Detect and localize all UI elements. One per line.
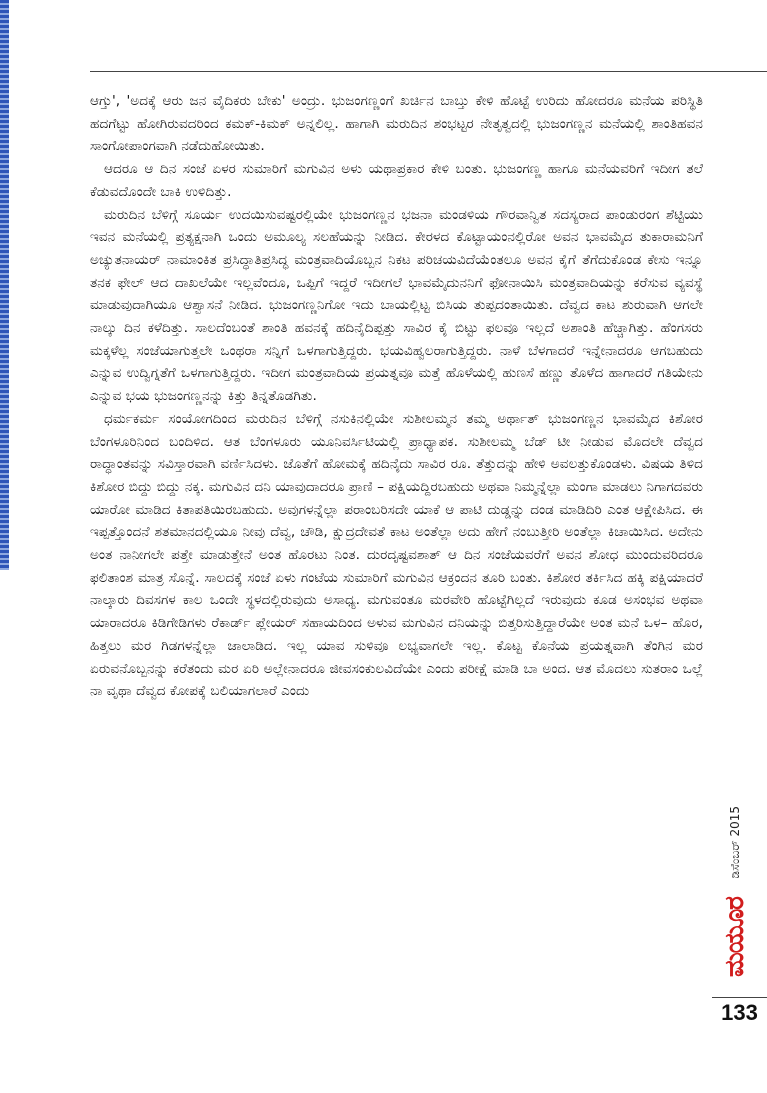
page-number-divider [712, 997, 767, 998]
top-divider [90, 71, 767, 72]
page-number: 133 [721, 1000, 758, 1025]
paragraph: ಧರ್ಮಕರ್ಮ ಸಂಯೋಗದಿಂದ ಮರುದಿನ ಬೆಳಿಗ್ಗೆ ನಸುಕಿನಲ್ಲಿಯೇ ಸುಶೀಲಮ್ಮನ ತಮ್ಮ ಅರ್ಥಾತ್ ಭುಜಂಗಣ್ಣನ ಭಾವಮೈದ ಕಿಶೋರ ಬೆಂಗಳೂರಿನಿಂದ ಬಂದಿಳಿದ. ಆತ ಬೆಂಗಳೂರು ಯೂನಿವರ್ಸಿಟಿಯಲ್ಲಿ ಪ್ರಾಧ್ಯಾಪಕ. ಸುಶೀಲಮ್ಮ ಬೆಡ್ ಟೀ ನೀಡುವ ಮೊದಲೇ ದೆವ್ವದ ರಾದ್ಧಾಂತವನ್ನು ಸವಿಸ್ತಾರವಾಗಿ ವರ್ಣಿಸಿದಳು. ಜೊತೆಗೆ ಹೋಮಕ್ಕೆ ಹದಿನೈದು ಸಾವಿರ ರೂ. ತೆತ್ತುದನ್ನು ಹೇಳಿ ಅವಲತ್ತುಕೊಂಡಳು. ವಿಷಯ ತಿಳಿದ ಕಿಶೋರ ಬಿದ್ದು ಬಿದ್ದು ನಕ್ಕ. ಮಗುವಿನ ದನಿ ಯಾವುದಾದರೂ ಪ್ರಾಣಿ – ಪಕ್ಷಿಯದ್ದಿರಬಹುದು ಅಥವಾ ನಿಮ್ಮನ್ನೆಲ್ಲಾ ಮಂಗಾ ಮಾಡಲು ನಿಗಾಗದವರು ಯಾರೋ ಮಾಡಿದ ಕಿತಾಪತಿಯಿರಬಹುದು. ಅವುಗಳನ್ನೆಲ್ಲಾ ಪರಾಂಬರಿಸದೇ ಯಾಕೆ ಆ ಪಾಟಿ ದುಡ್ಡನ್ನು ದಂಡ ಮಾಡಿದಿರಿ ಎಂತ ಆಕ್ಷೇಪಿಸಿದ. ಈ ಇಪ್ಪತ್ತೊಂದನೆ ಶತಮಾನದಲ್ಲಿಯೂ ನೀವು ದೆವ್ವ, ಚೌಡಿ, ಕ್ಷುದ್ರದೇವತೆ ಕಾಟ ಅಂತೆಲ್ಲಾ ಅದು ಹೇಗೆ ನಂಬುತ್ತೀರಿ ಅಂತೆಲ್ಲಾ ಕಿಚಾಯಿಸಿದ. ಅದೇನು ಅಂತ ನಾನೀಗಲೇ ಪತ್ತೇ ಮಾಡುತ್ತೇನೆ ಅಂತ ಹೊರಟು ನಿಂತ. ದುರದೃಷ್ಟವಶಾತ್ ಆ ದಿನ ಸಂಜೆಯವರೆಗೆ ಅವನ ಶೋಧ ಮುಂದುವರಿದರೂ ಫಲಿತಾಂಶ ಮಾತ್ರ ಸೊನ್ನೆ. ಸಾಲದಕ್ಕೆ ಸಂಜೆ ಏಳು ಗಂಟೆಯ ಸುಮಾರಿಗೆ ಮಗುವಿನ ಆಕ್ರಂದನ ತೂರಿ ಬಂತು. ಕಿಶೋರ ತರ್ಕಿಸಿದ ಹಕ್ಕಿ ಪಕ್ಷಿಯಾದರೆ ನಾಲ್ಕಾರು ದಿವಸಗಳ ಕಾಲ ಒಂದೇ ಸ್ಥಳದಲ್ಲಿರುವುದು ಅಸಾಧ್ಯ. ಮಗುವಂತೂ ಮರವೇರಿ ಹೊಟ್ಟೆಗಿಲ್ಲದೆ ಇರುವುದು ಕೂಡ ಅಸಂಭವ ಅಥವಾ ಯಾರಾದರೂ ಕಿಡಿಗೇಡಿಗಳು ರೆಕಾರ್ಡ್ ಪ್ಲೇಯರ್ ಸಹಾಯದಿಂದ ಅಳುವ ಮಗುವಿನ ದನಿಯನ್ನು ಬಿತ್ತರಿಸುತ್ತಿದ್ದಾರೆಯೇ ಅಂತ ಮನೆ ಒಳ– ಹೊರ, ಹಿತ್ತಲು ಮರ ಗಿಡಗಳನ್ನೆಲ್ಲಾ ಜಾಲಾಡಿದ. ಇಲ್ಲ ಯಾವ ಸುಳಿವೂ ಲಭ್ಯವಾಗಲೇ ಇಲ್ಲ. ಕೊಟ್ಟ ಕೊನೆಯ ಪ್ರಯತ್ನವಾಗಿ ತೆಂಗಿನ ಮರ ಏರುವನೊಬ್ಬನನ್ನು ಕರೆತಂದು ಮರ ಏರಿ ಅಲ್ಲೇನಾದರೂ ಜೀವಸಂಕುಲವಿದೆಯೇ ಎಂದು ಪರೀಕ್ಷೆ ಮಾಡಿ ಬಾ ಅಂದ. ಆತ ಮೊದಲು ಸುತರಾಂ ಒಲ್ಲೆ ನಾ ವೃಥಾ ದೆವ್ವದ ಕೋಪಕ್ಕೆ ಬಲಿಯಾಗಲಾರೆ ಎಂದು [90, 410, 703, 700]
issue-date: ಡಿಸೆಂಬರ್ 2015 [728, 806, 742, 879]
paragraph: ಆಗ್ತು', 'ಅದಕ್ಕೆ ಆರು ಜನ ವೈದಿಕರು ಬೇಕು' ಅಂದ್ರು. ಭುಜಂಗಣ್ಣಂಗೆ ಖರ್ಚಿನ ಬಾಬ್ತು ಕೇಳಿ ಹೊಟ್ಟೆ ಉರಿದು ಹೋದರೂ ಮನೆಯ ಪರಿಸ್ಥಿತಿ ಹದಗೆಟ್ಟು ಹೋಗಿರುವದರಿಂದ ಕಮಕ್-ಕಿಮಕ್ ಅನ್ನಲಿಲ್ಲ. ಹಾಗಾಗಿ ಮರುದಿನ ಶಂಭಟ್ಟರ ನೇತೃತ್ವದಲ್ಲಿ ಭುಜಂಗಣ್ಣನ ಮನೆಯಲ್ಲಿ ಶಾಂತಿಹವನ ಸಾಂಗೋಪಾಂಗವಾಗಿ ನಡೆದುಹೋಯಿತು. [90, 93, 703, 155]
paragraph: ಆದರೂ ಆ ದಿನ ಸಂಜೆ ಏಳರ ಸುಮಾರಿಗೆ ಮಗುವಿನ ಅಳು ಯಥಾಪ್ರಕಾರ ಕೇಳಿ ಬಂತು. ಭುಜಂಗಣ್ಣ ಹಾಗೂ ಮನೆಯವರಿಗೆ ಇದೀಗ ತಲೆ ಕೆಡುವದೊಂದೇ ಬಾಕಿ ಉಳಿದಿತ್ತು. [90, 161, 703, 200]
article-body [90, 90, 703, 703]
paragraph: ಮರುದಿನ ಬೆಳಿಗ್ಗೆ ಸೂರ್ಯ ಉದಯಿಸುವಷ್ಟರಲ್ಲಿಯೇ ಭುಜಂಗಣ್ಣನ ಭಜನಾ ಮಂಡಳಿಯ ಗೌರವಾನ್ವಿತ ಸದಸ್ಯರಾದ ಪಾಂಡುರಂಗ ಶೆಟ್ಟಿಯು ಇವನ ಮನೆಯಲ್ಲಿ ಪ್ರತ್ಯಕ್ಷನಾಗಿ ಒಂದು ಅಮೂಲ್ಯ ಸಲಹೆಯನ್ನು ನೀಡಿದ. ಕೇರಳದ ಕೊಟ್ಟಾಯಂನಲ್ಲಿರೋ ಅವನ ಭಾವಮೈದ ತುಕಾರಾಮನಿಗೆ ಅಚ್ಯುತನಾಯರ್ ನಾಮಾಂಕಿತ ಪ್ರಸಿದ್ಧಾತಿಪ್ರಸಿದ್ಧ ಮಂತ್ರವಾದಿಯೊಬ್ಬನ ನಿಕಟ ಪರಿಚಯವಿದೆಯೆಂತಲೂ ಅವನ ಕೈಗೆ ತೆಗೆದುಕೊಂಡ ಕೇಸು ಇನ್ನೂ ತನಕ ಫೇಲ್ ಆದ ದಾಖಲೆಯೇ ಇಲ್ಲವೆಂದೂ, ಒಪ್ಪಿಗೆ ಇದ್ದರೆ ಇದೀಗಲೆ ಭಾವಮೈದುನನಿಗೆ ಫೋನಾಯಿಸಿ ಮಂತ್ರವಾದಿಯನ್ನು ಕರೆಸುವ ವ್ಯವಸ್ಥೆ ಮಾಡುವುದಾಗಿಯೂ ಆಶ್ವಾಸನೆ ನೀಡಿದ. ಭುಜಂಗಣ್ಣನಿಗೋ ಇದು ಬಾಯಲ್ಲಿಟ್ಟ ಬಿಸಿಯ ತುಪ್ಪದಂತಾಯಿತು. ದೆವ್ವದ ಕಾಟ ಶುರುವಾಗಿ ಆಗಲೇ ನಾಲ್ಕು ದಿನ ಕಳೆದಿತ್ತು. ಸಾಲದೆಂಬಂತೆ ಶಾಂತಿ ಹವನಕ್ಕೆ ಹದಿನೈದಿಪ್ಪತ್ತು ಸಾವಿರ ಕೈ ಬಿಟ್ಟು ಫಲವೂ ಇಲ್ಲದೆ ಅಶಾಂತಿ ಹೆಚ್ಚಾಗಿತ್ತು. ಹೆಂಗಸರು ಮಕ್ಕಳೆಲ್ಲ ಸಂಜೆಯಾಗುತ್ತಲೇ ಒಂಥರಾ ಸನ್ನಿಗೆ ಒಳಗಾಗುತ್ತಿದ್ದರು. ಭಯವಿಹ್ವಲರಾಗುತ್ತಿದ್ದರು. ನಾಳೆ ಬೆಳಗಾದರೆ ಇನ್ನೇನಾದರೂ ಆಗಬಹುದು ಎನ್ನುವ ಉದ್ವಿಗ್ನತೆಗೆ ಒಳಗಾಗುತ್ತಿದ್ದರು. ಇದೀಗ ಮಂತ್ರವಾದಿಯ ಪ್ರಯತ್ನವೂ ಮತ್ತೆ ಹೊಳೆಯಲ್ಲಿ ಹುಣಸೆ ಹಣ್ಣು ತೊಳೆದ ಹಾಗಾದರೆ ಗತಿಯೇನು ಎನ್ನುವ ಭಯ ಭುಜಂಗಣ್ಣನನ್ನು ಕಿತ್ತು ತಿನ್ನತೊಡಗಿತು. [90, 206, 703, 405]
left-margin-decoration [0, 0, 9, 570]
magazine-logo: ಮಯೂರ [720, 897, 750, 977]
